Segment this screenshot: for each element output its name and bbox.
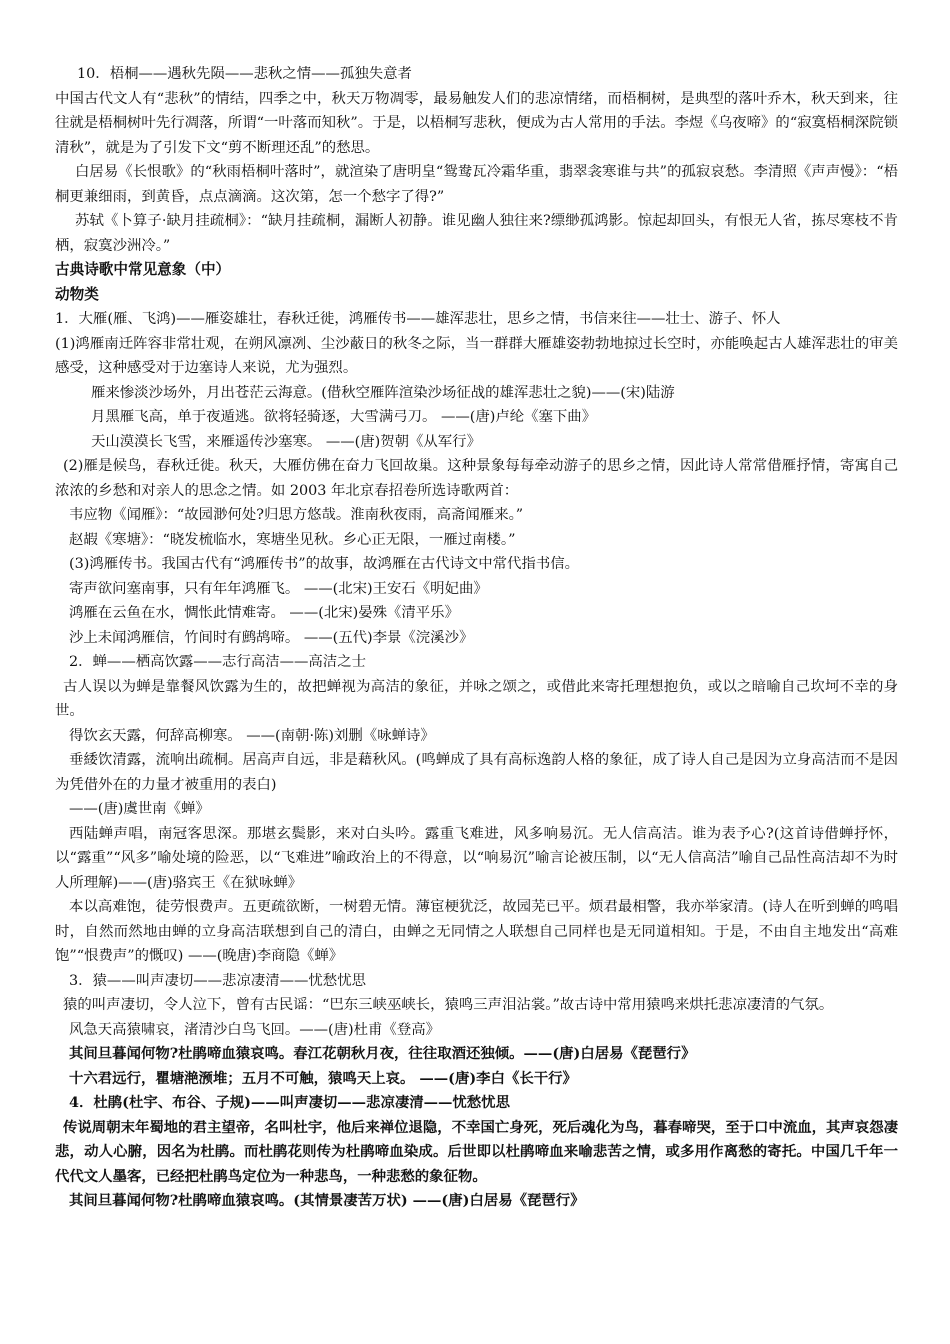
poem-paragraph-lishangyin: 本以高难饱，徒劳恨费声。五更疏欲断，一树碧无情。薄宦梗犹泛，故园芜已平。烦君最相警，我亦举家清。(诗人在听到蝉的鸣唱时，自然而然地由蝉的立身高洁联想到自己的清白，由蝉之无同情之人联想自己同样也是无同道相知。于是，不由自主地发出“高难饱”“恨费声”的慨叹) ——(晚唐)李商隐《蝉》 xyxy=(55,899,898,964)
poem-line-baijuyi-pipa: 其间旦暮闻何物?杜鹃啼血猿哀鸣。春江花朝秋月夜，往往取酒还独倾。——(唐)白居易《琵琶行》 xyxy=(69,1045,696,1062)
paragraph-goose-1: (1)鸿雁南迁阵容非常壮观，在朔风凛冽、尘沙蔽日的秋冬之际，当一群群大雁雄姿勃勃地掠过长空时，亦能唤起古人雄浑悲壮的审美感受，这种感受对于边塞诗人来说，尤为强烈。 xyxy=(55,335,898,376)
section-heading-wutong: 10．梧桐——遇秋先陨——悲秋之情——孤独失意者 xyxy=(77,66,412,82)
paragraph-cuckoo-intro: 传说周朝末年蜀地的君主望帝，名叫杜宇，他后来禅位退隐，不幸国亡身死，死后魂化为鸟，暮春啼哭，至于口中流血，其声哀怨凄悲，动人心腑，因名为杜鹃。而杜鹃花则传为杜鹃啼血染成。后世即以杜鹃啼血来喻悲苦之情，或多用作离愁的寄托。中国几千年一代代文人墨客，已经把杜鹃鸟定位为一种悲鸟，一种悲愁的象征物。 xyxy=(55,1118,898,1185)
section-heading-wild-goose: 1．大雁(雁、飞鸿)——雁姿雄壮，春秋迁徙，鸿雁传书——雄浑悲壮，思乡之情，书信来往——壮士、游子、怀人 xyxy=(55,311,781,327)
poem-line-yanshu: 鸿雁在云鱼在水，惆怅此情难寄。 ——(北宋)晏殊《清平乐》 xyxy=(69,605,459,621)
section-title-imagery-middle: 古典诗歌中常见意象（中） xyxy=(55,261,231,278)
poem-line-hechao: 天山漠漠长飞雪，来雁遥传沙塞寒。 ——(唐)贺朝《从军行》 xyxy=(91,433,481,450)
section-heading-ape: 3．猿——叫声凄切——悲凉凄清——忧愁忧思 xyxy=(69,972,366,989)
category-title-animals: 动物类 xyxy=(55,285,99,303)
paragraph-goose-2: (2)雁是候鸟，春秋迁徙。秋天，大雁仿佛在奋力飞回故巢。这种景象每每牵动游子的思乡之情，因此诗人常常借雁抒情，寄寓自己浓浓的乡愁和对亲人的思念之情。如 2003 年北京春招卷所选诗歌两首： xyxy=(55,458,898,499)
poem-line-libai: 十六君远行，瞿塘滟滪堆；五月不可触，猿鸣天上哀。 ——(唐)李白《长干行》 xyxy=(69,1069,577,1087)
paragraph-ape-intro: 猿的叫声凄切，令人泣下，曾有古民谣：“巴东三峡巫峡长，猿鸣三声泪沾裳。”故古诗中常用猿鸣来烘托悲凉凄清的气氛。 xyxy=(63,997,834,1013)
poem-attribution-yushinan: ——(唐)虞世南《蝉》 xyxy=(69,801,210,817)
poem-line-wanganshi: 寄声欲问塞南事，只有年年鸿雁飞。 ——(北宋)王安石《明妃曲》 xyxy=(69,580,488,597)
poem-line-weiyingwu: 韦应物《闻雁》：“故园渺何处?归思方悠哉。淮南秋夜雨，高斋闻雁来。” xyxy=(69,507,524,523)
poem-line-lijing: 沙上未闻鸿雁信，竹间时有鹧鸪啼。 ——(五代)李景《浣溪沙》 xyxy=(69,629,474,646)
poem-line-yushinan: 垂緌饮清露，流响出疏桐。居高声自远，非是藉秋风。(鸣蝉成了具有高标逸韵人格的象征，成了诗人自己是因为立身高洁而不是因为凭借外在的力量才被重用的表白) xyxy=(55,752,898,793)
poem-line-liushan: 得饮玄天露，何辞高柳寒。 ——(南朝·陈)刘删《咏蝉诗》 xyxy=(69,727,435,744)
paragraph-goose-3: (3)鸿雁传书。我国古代有“鸿雁传书”的故事，故鸿雁在古代诗文中常代指书信。 xyxy=(69,556,579,572)
paragraph-wutong-sushi: 苏轼《卜算子·缺月挂疏桐》：“缺月挂疏桐，漏断人初静。谁见幽人独往来?缥缈孤鸿影。惊起却回头，有恨无人省，拣尽寒枝不肯栖，寂寞沙洲冷。” xyxy=(55,213,898,254)
poem-line-lulun: 月黑雁飞高，单于夜遁逃。欲将轻骑逐，大雪满弓刀。 ——(唐)卢纶《塞下曲》 xyxy=(91,409,597,425)
poem-paragraph-luobinwang: 西陆蝉声唱，南冠客思深。那堪玄鬓影，来对白头吟。露重飞难进，风多响易沉。无人信高洁。谁为表予心?(这首诗借蝉抒怀，以“露重”“风多”喻处境的险恶，以“飞难进”喻政治上的不得意，以“响易沉”喻言论被压制，以“无人信高洁”喻自己品性高洁却不为时人所理解)——(唐)骆宾王《在狱咏蝉》 xyxy=(55,825,898,891)
poem-line-baijuyi-cuckoo: 其间旦暮闻何物?杜鹃啼血猿哀鸣。(其情景凄苦万状) ——(唐)白居易《琵琶行》 xyxy=(69,1192,585,1209)
paragraph-cicada-intro: 古人误以为蝉是靠餐风饮露为生的，故把蝉视为高洁的象征，并咏之颂之，或借此来寄托理想抱负，或以之暗喻自己坎坷不幸的身世。 xyxy=(55,678,898,719)
poem-line-dufu: 风急天高猿啸哀，渚清沙白鸟飞回。——(唐)杜甫《登高》 xyxy=(69,1021,440,1038)
paragraph-wutong-changhenge: 白居易《长恨歌》的“秋雨梧桐叶落时”，就渲染了唐明皇“鸳鸯瓦冷霜华重，翡翠衾寒谁与共”的孤寂哀愁。李清照《声声慢》：“梧桐更兼细雨，到黄昏，点点滴滴。这次第，怎一个愁字了得?” xyxy=(55,164,898,205)
section-heading-cuckoo: 4．杜鹃(杜宇、布谷、子规)——叫声凄切——悲凉凄清——忧愁忧思 xyxy=(69,1094,510,1111)
poem-line-luyou: 雁来惨淡沙场外，月出苍茫云海意。(借秋空雁阵渲染沙场征战的雄浑悲壮之貌)——(宋)陆游 xyxy=(91,384,675,401)
section-heading-cicada: 2．蝉——栖高饮露——志行高洁——高洁之士 xyxy=(69,654,366,670)
poem-line-zhaogu: 赵嘏《寒塘》：“晓发梳临水，寒塘坐见秋。乡心正无限，一雁过南楼。” xyxy=(69,531,516,548)
paragraph-wutong-intro: 中国古代文人有“悲秋”的情结，四季之中，秋天万物凋零，最易触发人们的悲凉情绪，而梧桐树，是典型的落叶乔木，秋天到来，往往就是梧桐树叶先行凋落，所谓“一叶落而知秋”。于是，以梧桐写悲秋，便成为古人常用的手法。李煜《乌夜啼》的“寂寞梧桐深院锁清秋”，就是为了引发下文“剪不断理还乱”的愁思。 xyxy=(55,90,898,156)
